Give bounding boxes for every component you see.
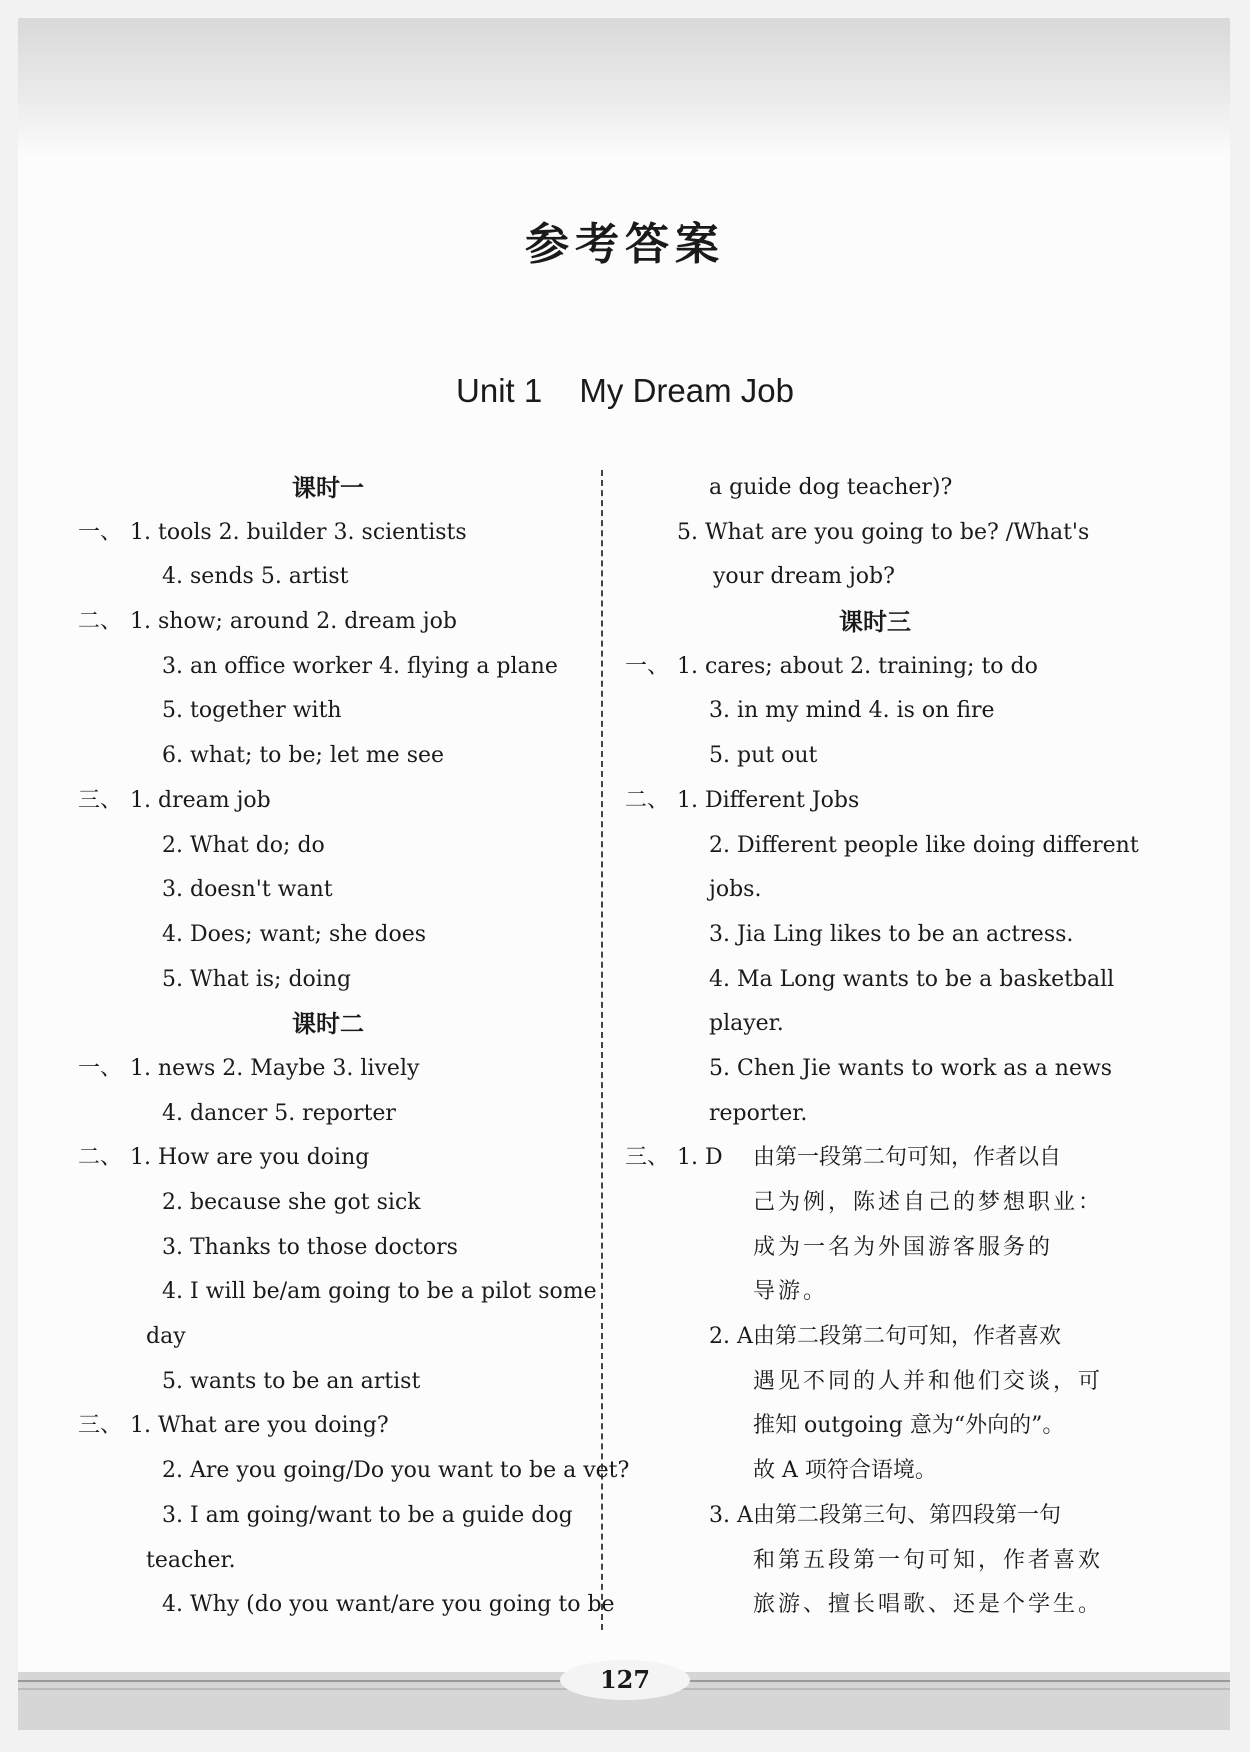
answer-line: 5. What is; doing [162,966,352,992]
answer-line: 二、 1. Different Jobs [625,779,1125,824]
answer-line: 三、 1. dream job [78,779,578,824]
answer-line: teacher. [146,1547,236,1573]
answer-line: day [146,1324,186,1350]
answer-line: reporter. [709,1100,808,1126]
answer-line: 二、 1. show; around 2. dream job [78,600,578,645]
section-number: 二、 [78,609,123,635]
answer-line: a guide dog teacher)? [709,475,953,500]
lesson-heading: 课时二 [292,1010,364,1039]
answer-line: 一、 1. cares; about 2. training; to do [625,645,1125,690]
section-number: 一、 [625,653,670,679]
answer-line: 2. Different people like doing different [709,832,1139,858]
lesson-heading: 课时一 [292,474,364,502]
answer-line: 三、 1. D 由第一段第二句可知，作者以自 [625,1136,1125,1181]
answer-line: 4. I will be/am going to be a pilot some [162,1279,597,1305]
answer-line: 2. Are you going/Do you want to be a vet? [162,1458,630,1484]
answer-line: 旅游、擅长唱歌、还是个学生。 [753,1592,1104,1618]
answer-line: 6. what; to be; let me see [162,743,445,769]
page-title: 参考答案 [525,219,725,270]
answer-line: 3. A 由第二段第三句、第四段第一句 [709,1502,1062,1528]
answer-line: 5. What are you going to be? /What's [677,519,1090,545]
section-number: 三、 [625,1145,670,1171]
answer-line: 推知 outgoing 意为“外向的”。 [753,1413,1065,1439]
answer-line: 2. because she got sick [162,1190,421,1215]
unit-title [0,372,1250,410]
answer-line: 3. doesn't want [162,877,333,903]
answer-line: 一、 1. tools 2. builder 3. scientists [78,511,578,556]
answer-line: 一、 1. news 2. Maybe 3. lively [78,1047,578,1092]
answer-line: 5. Chen Jie wants to work as a news [709,1055,1113,1081]
answer-line: 5. together with [162,698,342,724]
answer-line: 和第五段第一句可知，作者喜欢 [753,1547,1104,1573]
section-number: 二、 [78,1145,123,1171]
answer-line: player. [709,1011,784,1037]
answer-line: 遇见不同的人并和他们交谈，可 [753,1368,1104,1394]
unit-name: My Dream Job [579,372,794,409]
answer-line: 三、 1. What are you doing? [78,1404,578,1449]
answer-line: 导游。 [753,1279,829,1305]
answer-line: your dream job? [713,564,895,590]
answer-line: 4. dancer 5. reporter [162,1100,396,1126]
section-number: 一、 [78,519,123,545]
answer-line: 故 A 项符合语境。 [753,1458,937,1484]
answer-line: 4. Does; want; she does [162,921,427,947]
answer-line: 4. Why (do you want/are you going to be [162,1592,615,1618]
section-number: 二、 [625,787,670,813]
answer-line: jobs. [709,877,762,903]
left-column [78,466,630,1628]
answer-line: 4. Ma Long wants to be a basketball [709,966,1115,992]
answer-line: 3. I am going/want to be a guide dog [162,1502,573,1528]
lesson-heading: 课时三 [839,608,911,637]
section-number: 一、 [78,1055,123,1081]
answer-line: 5. wants to be an artist [162,1368,421,1394]
answer-line: 成为一名为外国游客服务的 [753,1234,1054,1260]
answer-line: 4. sends 5. artist [162,564,349,590]
answer-line: 3. an office worker 4. flying a plane [162,653,558,679]
unit-label: Unit 1 [456,372,543,409]
answer-line: 二、 1. How are you doing [78,1136,578,1181]
top-band [18,18,1230,158]
section-number: 三、 [78,787,123,813]
answer-line: 5. put out [709,743,818,769]
page-number: 127 [560,1660,690,1700]
answer-line: 3. in my mind 4. is on fire [709,698,995,724]
answer-line: 2. What do; do [162,832,325,858]
answer-line: 3. Jia Ling likes to be an actress. [709,921,1074,947]
answer-line: 己为例，陈述自己的梦想职业： [753,1190,1104,1215]
section-number: 三、 [78,1413,123,1439]
right-column [625,466,1139,1628]
answer-line: 3. Thanks to those doctors [162,1234,458,1260]
answer-line: 2. A 由第二段第二句可知，作者喜欢 [709,1324,1062,1350]
